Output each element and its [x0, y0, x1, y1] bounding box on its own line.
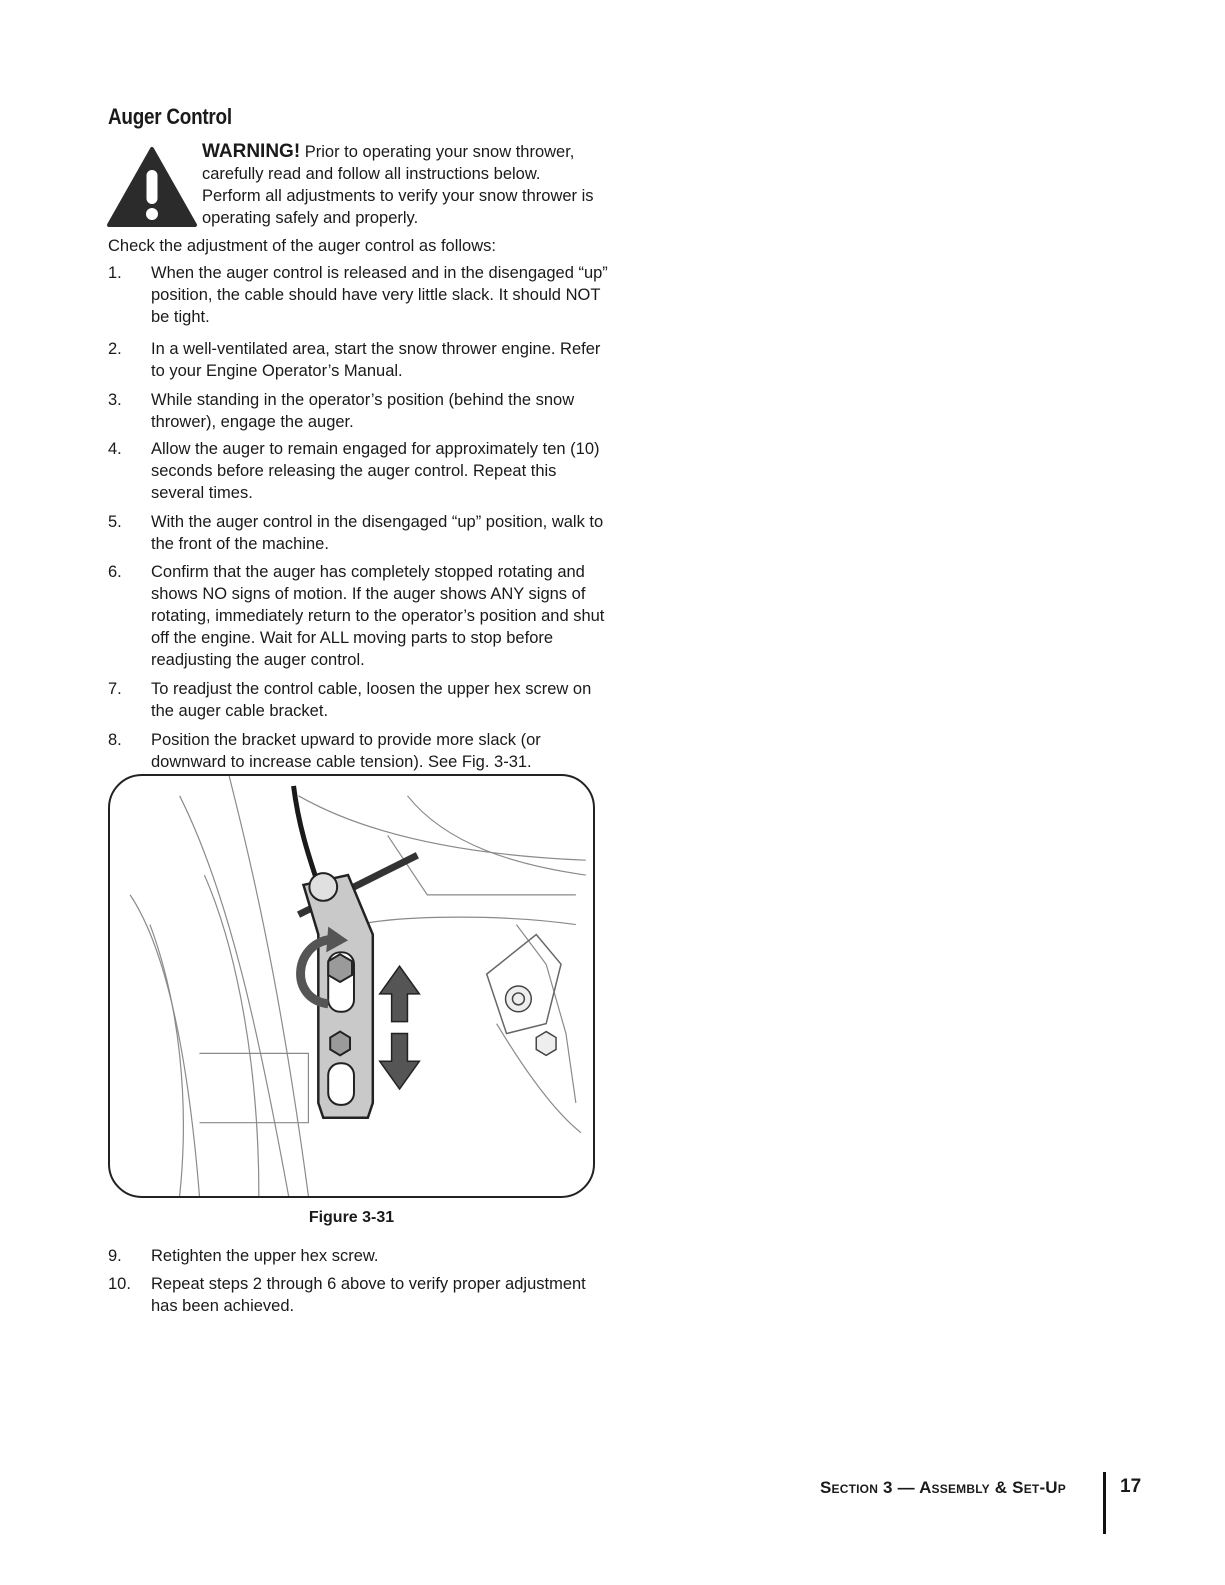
list-item — [108, 1245, 608, 1267]
footer-section-title: Section 3 — Assembly & Set-Up — [820, 1478, 1066, 1497]
step-number: 9. — [108, 1247, 122, 1265]
step-text: In a well-ventilated area, start the snow thrower engine. Refer to your Engine Operator’s Manual. — [151, 340, 601, 380]
section-heading: Auger Control — [108, 104, 232, 129]
warning-label: WARNING! — [202, 141, 301, 162]
list-item — [108, 262, 608, 328]
step-text: When the auger control is released and in the disengaged “up” position, the cable should have very little slack. It should NOT be tight. — [151, 264, 608, 326]
auger-cable-bracket-illustration — [110, 776, 593, 1196]
step-number: 5. — [108, 513, 122, 531]
step-text: To readjust the control cable, loosen the upper hex screw on the auger cable bracket. — [151, 680, 592, 720]
figure-caption: Figure 3-31 — [308, 1209, 395, 1226]
step-text: Confirm that the auger has completely stopped rotating and shows NO signs of motion. If the auger shows ANY signs of rotating, immediately return to the operator’s position and shut off the engine. Wait for ALL moving parts to stop before readjusting the auger control. — [151, 563, 605, 669]
list-item — [108, 511, 608, 555]
warning-triangle-icon — [106, 146, 198, 228]
step-number: 8. — [108, 731, 122, 749]
step-number: 6. — [108, 563, 122, 581]
list-item — [108, 561, 608, 671]
warning-message — [202, 141, 602, 229]
step-number: 10. — [108, 1275, 131, 1293]
step-number: 3. — [108, 391, 122, 409]
page-number: 17 — [1120, 1476, 1142, 1497]
step-text: Allow the auger to remain engaged for approximately ten (10) seconds before releasing the auger control. Repeat this several times. — [151, 440, 600, 502]
list-item — [108, 729, 608, 773]
step-text: Retighten the upper hex screw. — [151, 1247, 379, 1265]
list-item — [108, 678, 608, 722]
step-text: With the auger control in the disengaged “up” position, walk to the front of the machine. — [151, 513, 604, 553]
step-text: Position the bracket upward to provide more slack (or downward to increase cable tension). See Fig. 3-31. — [151, 731, 541, 771]
figure-frame — [108, 774, 595, 1198]
footer-divider — [1103, 1472, 1106, 1534]
warning-body: Prior to operating your snow thrower, carefully read and follow all instructions below. Perform all adjustments to verify your snow thrower is operating safely and properly. — [202, 143, 594, 227]
step-number: 4. — [108, 440, 122, 458]
list-item — [108, 338, 608, 382]
list-item — [108, 389, 608, 433]
list-item — [108, 1273, 608, 1317]
step-number: 1. — [108, 264, 122, 282]
step-number: 2. — [108, 340, 122, 358]
intro-text: Check the adjustment of the auger control as follows: — [108, 237, 496, 255]
list-item — [108, 438, 608, 504]
step-number: 7. — [108, 680, 122, 698]
step-text: Repeat steps 2 through 6 above to verify proper adjustment has been achieved. — [151, 1275, 586, 1315]
step-text: While standing in the operator’s position (behind the snow thrower), engage the auger. — [151, 391, 575, 431]
